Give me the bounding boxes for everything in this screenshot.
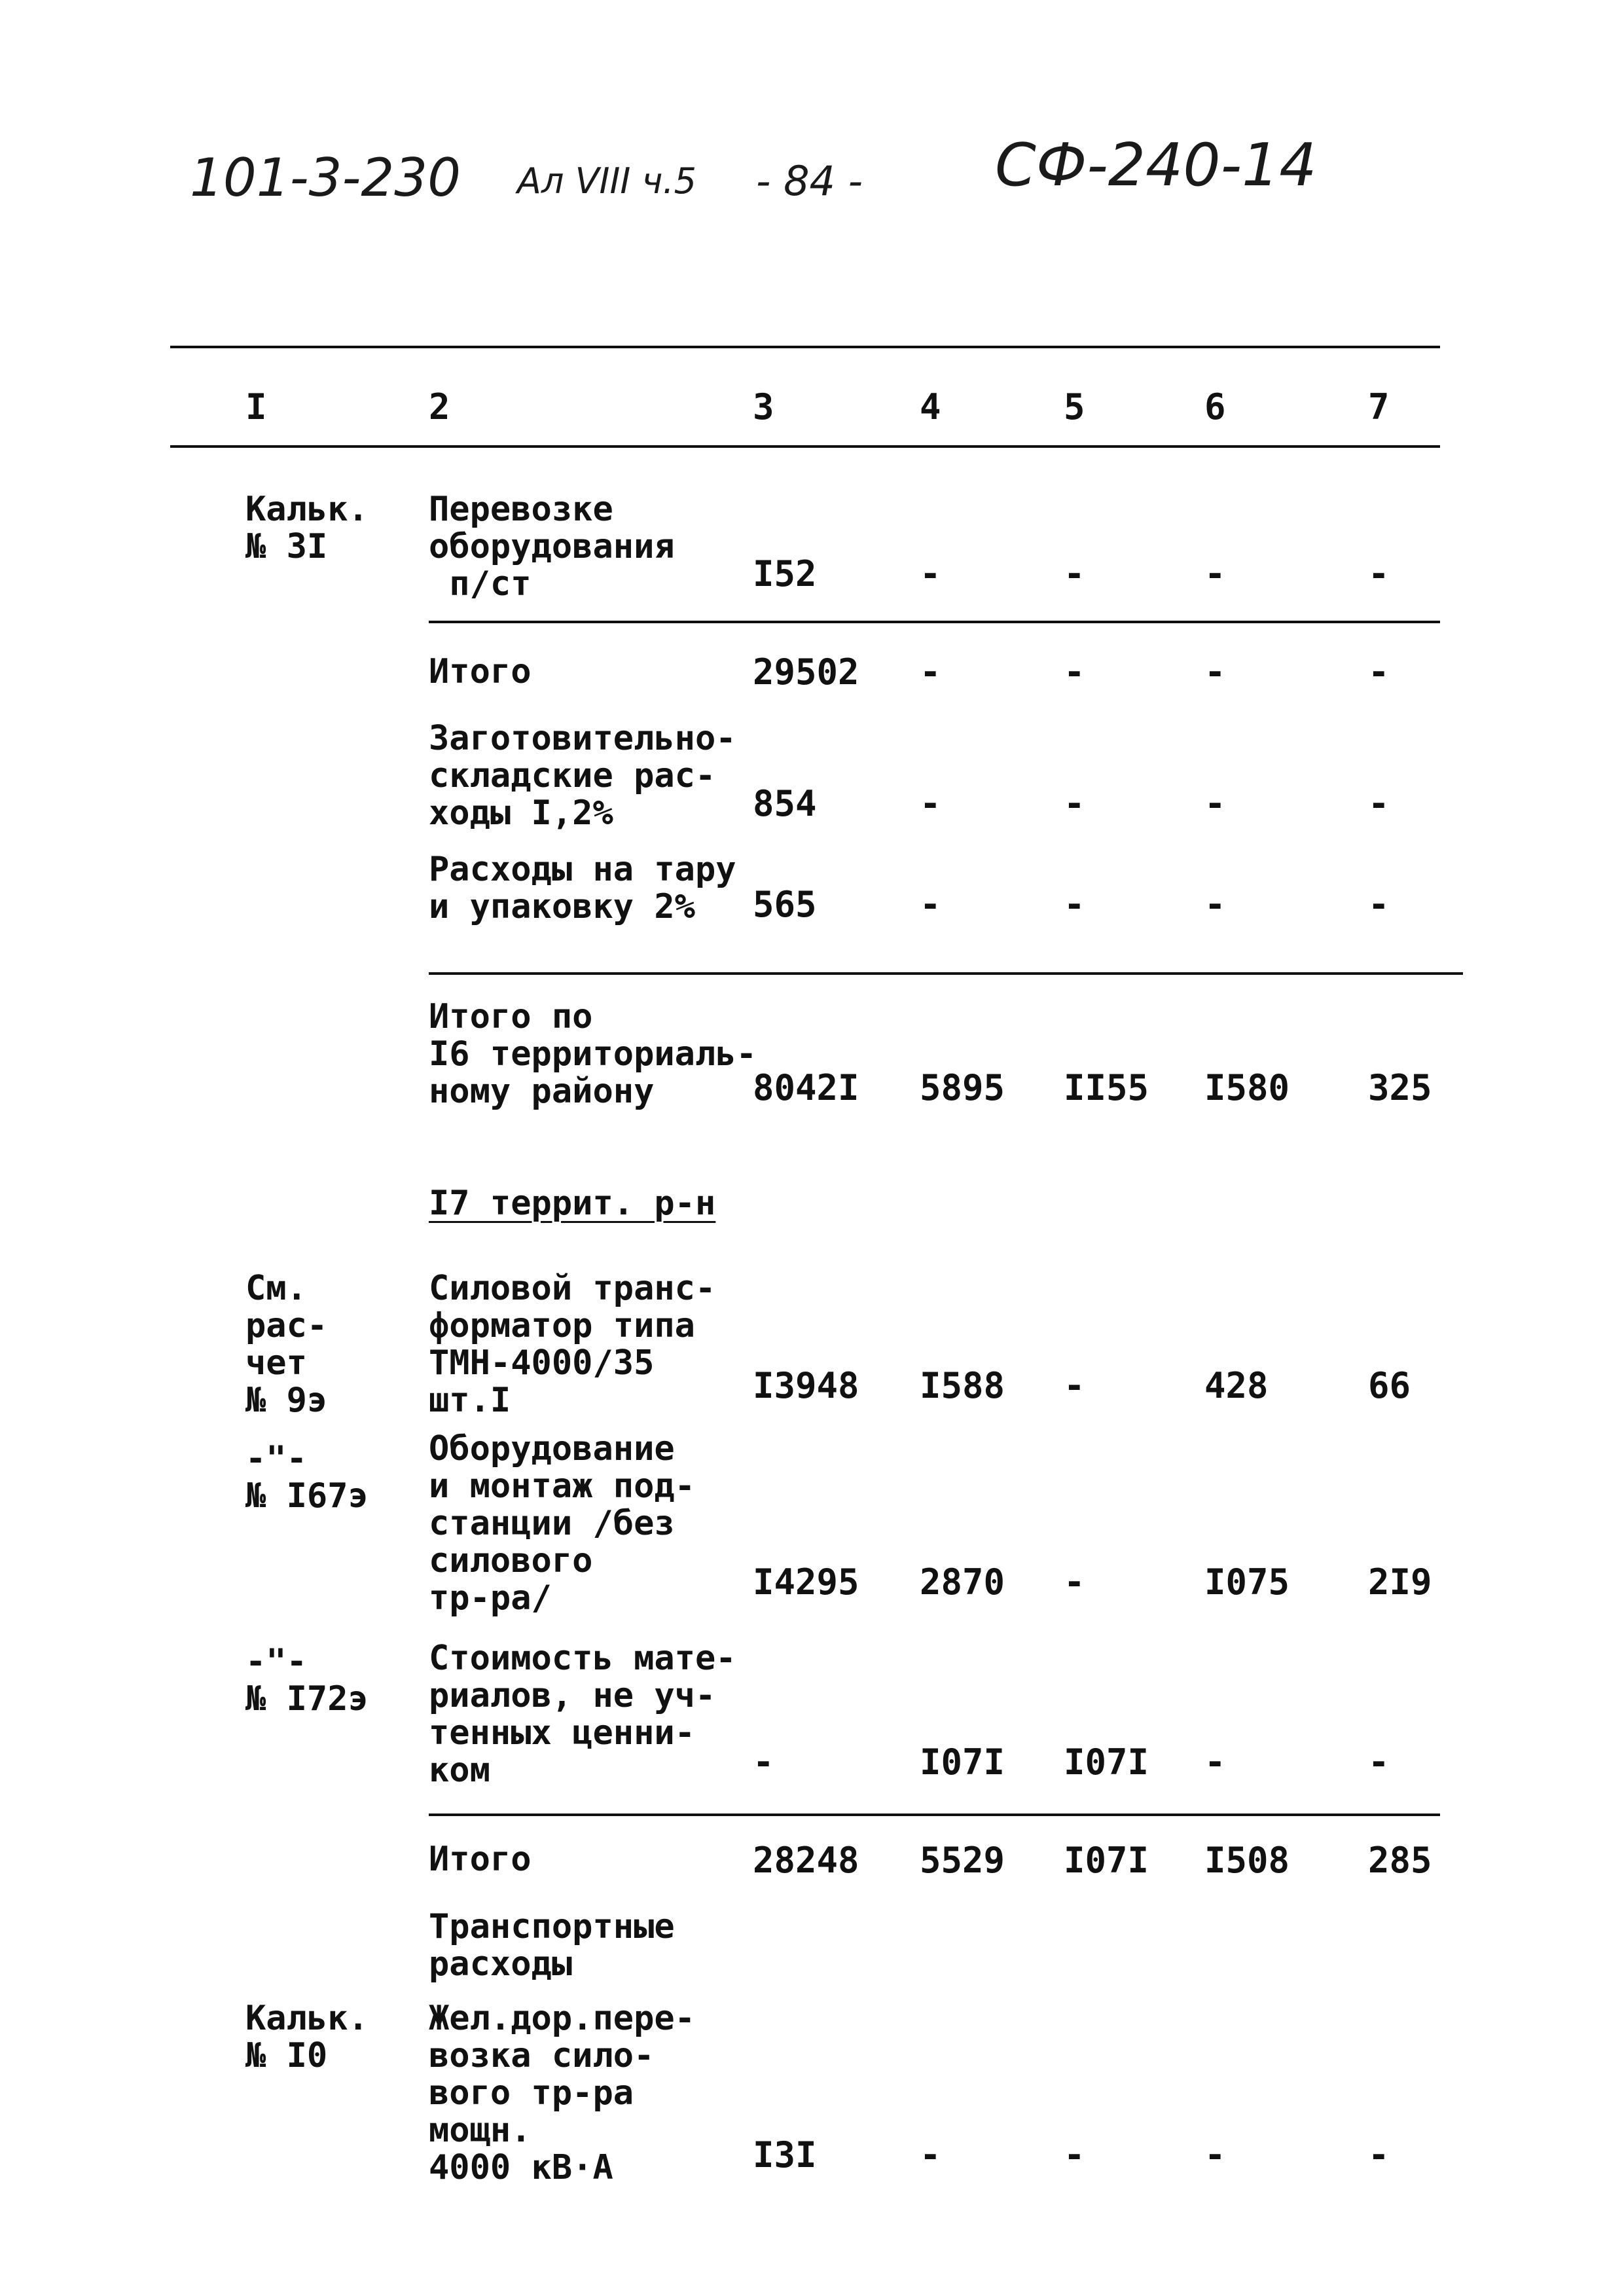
row-reference: См. рас- чет № 9э xyxy=(245,1269,328,1420)
row-value-col5: - xyxy=(1064,553,1085,594)
row-value-col6: - xyxy=(1204,884,1226,925)
row-description: Итого xyxy=(429,652,532,691)
row-reference: -"- № I67э xyxy=(245,1439,369,1516)
row-value-col7: 325 xyxy=(1368,1067,1432,1108)
row-value-col7: - xyxy=(1368,553,1390,594)
album-number: Ал VIII ч.5 xyxy=(517,160,696,202)
row-value-col6: - xyxy=(1204,783,1226,824)
row-value-col6: I075 xyxy=(1204,1561,1290,1603)
row-value-col6: I580 xyxy=(1204,1067,1290,1108)
row-value-col4: - xyxy=(920,884,941,925)
row-value-col3: 8042I xyxy=(753,1067,859,1108)
column-header-7: 7 xyxy=(1368,386,1390,428)
row-value-col5: - xyxy=(1064,1561,1085,1603)
row-value-col4: - xyxy=(920,553,941,594)
row-value-col4: 5895 xyxy=(920,1067,1005,1108)
column-header-6: 6 xyxy=(1204,386,1226,428)
row-reference: -"- № I72э xyxy=(245,1642,369,1719)
row-value-col4: 5529 xyxy=(920,1840,1005,1881)
row-value-col4: - xyxy=(920,2134,941,2176)
column-header-5: 5 xyxy=(1064,386,1085,428)
row-value-col7: - xyxy=(1368,884,1390,925)
row-description: Транспортные расходы xyxy=(429,1907,675,1984)
row-description: Жел.дор.пере- возка сило- вого тр-ра мощн. 4000 кВ·А xyxy=(429,1999,695,2187)
row-value-col6: - xyxy=(1204,2134,1226,2176)
subtotal-rule xyxy=(429,1813,1440,1816)
row-value-col3: I3948 xyxy=(753,1365,859,1406)
row-description: Оборудование и монтаж под- станции /без силового тр-ра/ xyxy=(429,1429,695,1618)
row-description: Стоимость мате- риалов, не уч- тенных ценни- ком xyxy=(429,1639,736,1790)
row-value-col7: 66 xyxy=(1368,1365,1411,1406)
row-value-col6: I508 xyxy=(1204,1840,1290,1881)
column-header-2: 2 xyxy=(429,386,450,428)
row-description: Перевозке оборудования п/ст xyxy=(429,490,675,604)
row-value-col7: 285 xyxy=(1368,1840,1432,1881)
row-value-col3: 854 xyxy=(753,783,817,824)
row-value-col7: - xyxy=(1368,783,1390,824)
subtotal-rule xyxy=(429,972,1463,975)
row-value-col7: - xyxy=(1368,1741,1390,1783)
row-reference: Кальк. № 3I xyxy=(245,490,369,566)
row-value-col5: - xyxy=(1064,651,1085,693)
row-value-col4: I07I xyxy=(920,1741,1005,1783)
sheet-code: СФ-240-14 xyxy=(995,131,1317,200)
row-value-col5: I07I xyxy=(1064,1840,1149,1881)
header-bottom-rule xyxy=(170,445,1440,448)
column-header-3: 3 xyxy=(753,386,774,428)
document-code: 101-3-230 xyxy=(190,147,461,208)
row-value-col5: I07I xyxy=(1064,1741,1149,1783)
row-reference: Кальк. № I0 xyxy=(245,1999,369,2075)
row-value-col5: - xyxy=(1064,2134,1085,2176)
row-description: Итого xyxy=(429,1840,532,1879)
column-header-4: 4 xyxy=(920,386,941,428)
row-value-col4: - xyxy=(920,651,941,693)
row-description: Заготовительно- складские рас- ходы I,2% xyxy=(429,719,736,833)
subtotal-rule xyxy=(429,621,1440,623)
row-description: Силовой транс- форматор типа ТМН-4000/35 шт.I xyxy=(429,1269,716,1420)
column-header-1: I xyxy=(245,386,267,428)
section-heading: I7 террит. р-н xyxy=(429,1184,716,1223)
row-value-col6: 428 xyxy=(1204,1365,1269,1406)
row-value-col4: I588 xyxy=(920,1365,1005,1406)
page-number: - 84 - xyxy=(756,157,863,205)
row-value-col3: I4295 xyxy=(753,1561,859,1603)
row-value-col5: II55 xyxy=(1064,1067,1149,1108)
table-top-rule xyxy=(170,346,1440,348)
row-value-col3: - xyxy=(753,1741,774,1783)
row-value-col7: - xyxy=(1368,2134,1390,2176)
row-value-col6: - xyxy=(1204,1741,1226,1783)
row-value-col6: - xyxy=(1204,553,1226,594)
row-value-col3: 565 xyxy=(753,884,817,925)
row-value-col7: - xyxy=(1368,651,1390,693)
row-value-col5: - xyxy=(1064,884,1085,925)
row-value-col3: 29502 xyxy=(753,651,859,693)
row-description: Расходы на тару и упаковку 2% xyxy=(429,850,736,926)
row-value-col6: - xyxy=(1204,651,1226,693)
row-value-col3: I3I xyxy=(753,2134,817,2176)
row-description: Итого по I6 территориаль- ному району xyxy=(429,997,757,1111)
row-value-col3: I52 xyxy=(753,553,817,594)
row-value-col5: - xyxy=(1064,783,1085,824)
row-value-col7: 2I9 xyxy=(1368,1561,1432,1603)
row-value-col3: 28248 xyxy=(753,1840,859,1881)
row-value-col4: 2870 xyxy=(920,1561,1005,1603)
row-value-col5: - xyxy=(1064,1365,1085,1406)
row-value-col4: - xyxy=(920,783,941,824)
